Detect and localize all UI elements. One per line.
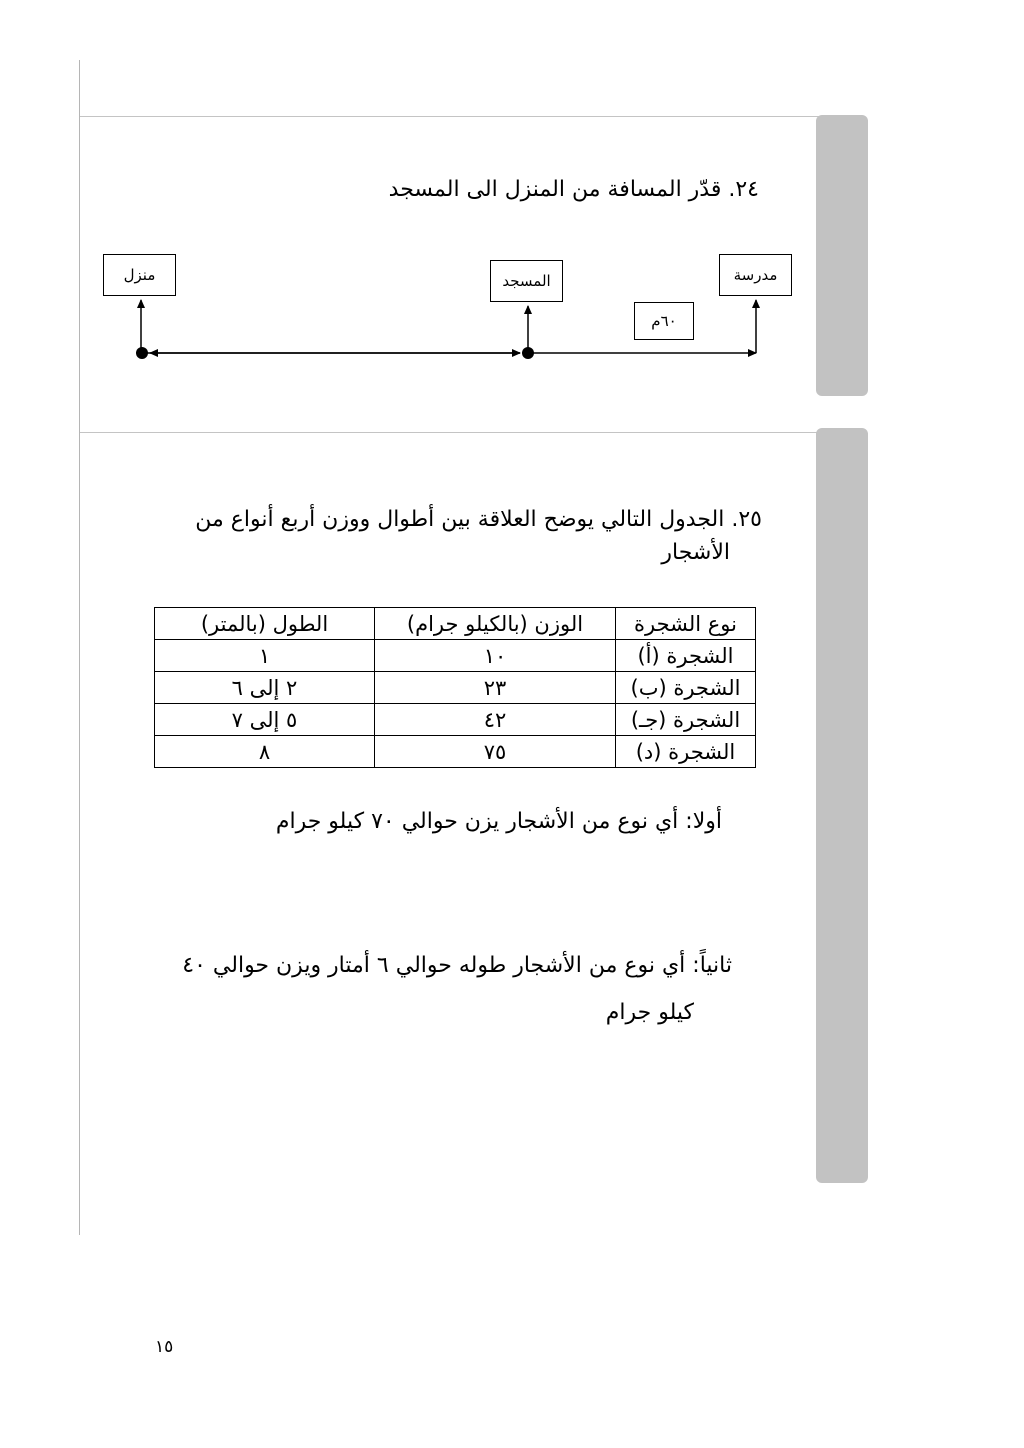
table-cell: الشجرة (د)	[616, 736, 756, 768]
divider-middle	[80, 432, 820, 433]
question-25-second-line2: كيلو جرام	[605, 1000, 694, 1025]
question-24-text: ٢٤. قدّر المسافة من المنزل الى المسجد	[388, 177, 759, 202]
table-cell: ١	[155, 640, 375, 672]
table-cell: الشجرة (ب)	[616, 672, 756, 704]
question-25-line1: ٢٥. الجدول التالي يوضح العلاقة بين أطوال ووزن أربع أنواع من	[195, 507, 762, 532]
trees-table	[154, 607, 756, 768]
mosque-dot	[522, 347, 534, 359]
table-row	[155, 736, 756, 768]
page-number: ١٥	[155, 1337, 174, 1357]
answer-sidebar-q25	[816, 428, 868, 1183]
table-cell: ٧٥	[375, 736, 616, 768]
header-weight: الوزن (بالكيلو جرام)	[375, 608, 616, 640]
distance-label: ٦٠م	[634, 302, 694, 340]
table-row	[155, 672, 756, 704]
table-cell: الشجرة (جـ)	[616, 704, 756, 736]
question-25-line2: الأشجار	[661, 540, 730, 565]
table-cell: ٥ إلى ٧	[155, 704, 375, 736]
table-cell: ١٠	[375, 640, 616, 672]
table-cell: ٢٣	[375, 672, 616, 704]
house-label: منزل	[103, 254, 176, 296]
distance-diagram	[0, 0, 1024, 400]
header-length: الطول (بالمتر)	[155, 608, 375, 640]
mosque-label: المسجد	[490, 260, 563, 302]
header-tree-type: نوع الشجرة	[616, 608, 756, 640]
table-row	[155, 704, 756, 736]
table-header-row	[155, 608, 756, 640]
table-cell: ٤٢	[375, 704, 616, 736]
house-dot	[136, 347, 148, 359]
table-row	[155, 640, 756, 672]
school-label: مدرسة	[719, 254, 792, 296]
question-25-second-line1: ثانياً: أي نوع من الأشجار طوله حوالي ٦ أمتار ويزن حوالي ٤٠	[182, 953, 732, 978]
table-cell: ٢ إلى ٦	[155, 672, 375, 704]
table-cell: الشجرة (أ)	[616, 640, 756, 672]
question-25-first: أولا: أي نوع من الأشجار يزن حوالي ٧٠ كيلو جرام	[275, 809, 722, 834]
table-cell: ٨	[155, 736, 375, 768]
